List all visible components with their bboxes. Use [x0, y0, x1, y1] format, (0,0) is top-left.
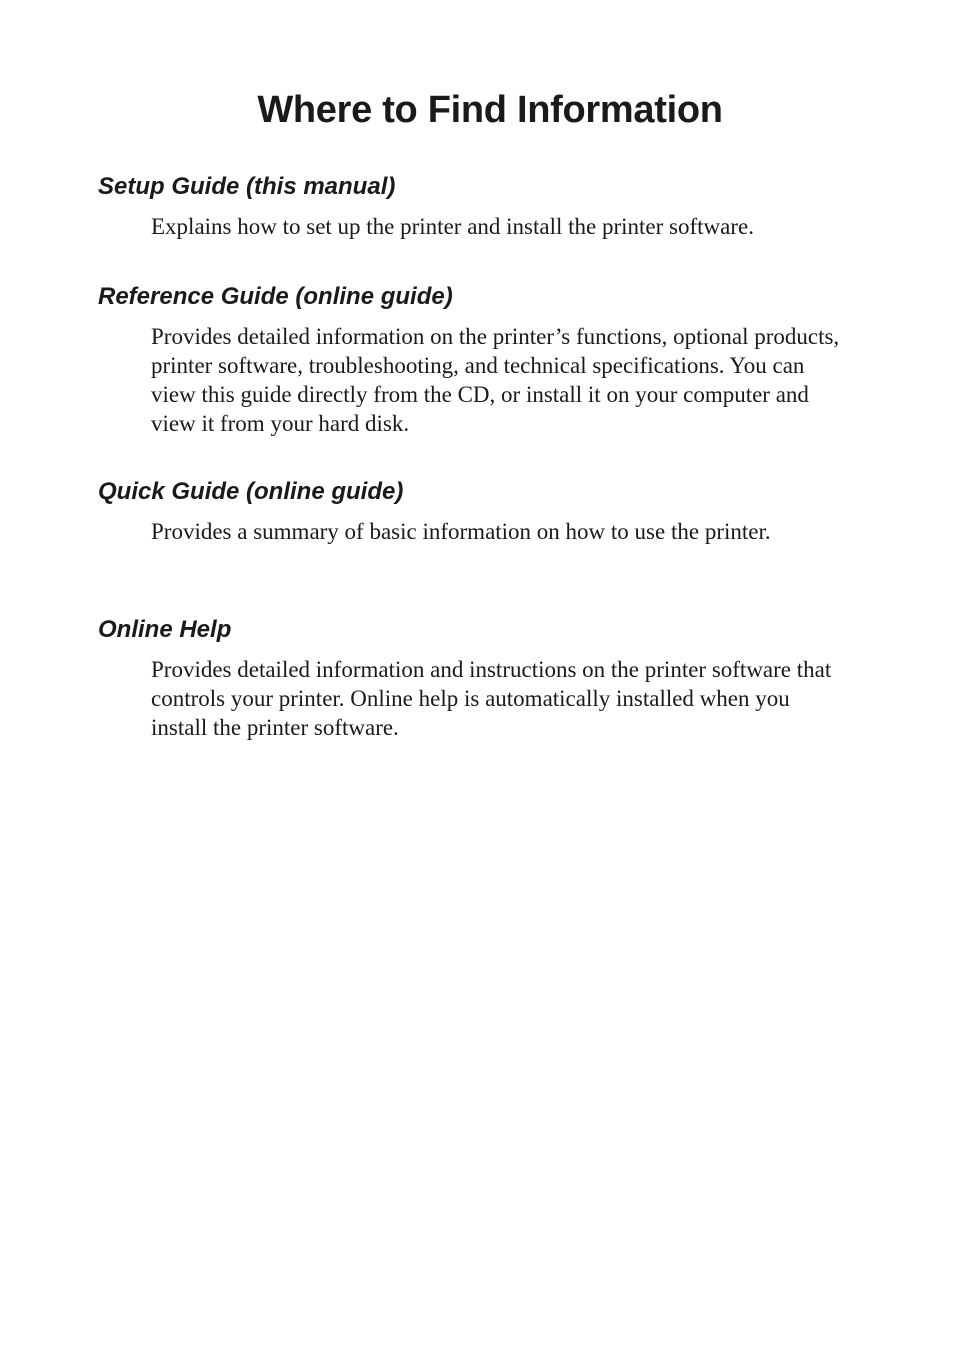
section-body: Provides detailed information and instructions on the printer software that controls your printer. Online help is automatically installed when you install the printer software.	[151, 657, 832, 740]
section-body: Provides a summary of basic information on how to use the printer.	[151, 519, 771, 544]
section-heading: Quick Guide (online guide)	[98, 478, 404, 505]
section-reference-guide	[98, 282, 858, 438]
section-body: Provides detailed information on the printer’s functions, optional products, printer software, troubleshooting, and technical specifications. You can view this guide directly from the CD, or install it on your computer and view it from your hard disk.	[151, 324, 840, 436]
section-body: Explains how to set up the printer and install the printer software.	[151, 214, 754, 239]
section-heading: Online Help	[98, 616, 232, 643]
page-title: Where to Find Information	[257, 89, 723, 131]
section-online-help	[98, 615, 858, 742]
section-quick-guide	[98, 477, 858, 546]
section-heading: Reference Guide (online guide)	[98, 283, 453, 310]
section-heading: Setup Guide (this manual)	[98, 173, 396, 200]
section-setup-guide	[98, 172, 858, 241]
